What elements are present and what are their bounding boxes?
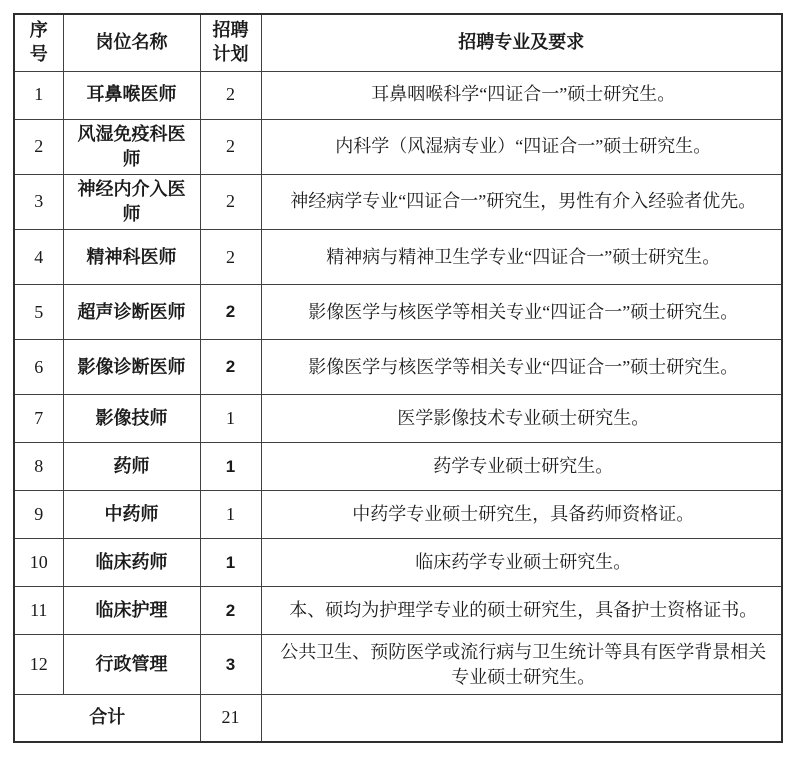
header-position-label: 岗位名称 <box>95 32 168 53</box>
table-row <box>14 71 782 119</box>
row-requirements: 临床药学专业硕士研究生。 <box>261 539 782 587</box>
row-count: 3 <box>200 635 261 695</box>
header-seq <box>14 14 63 71</box>
row-requirements: 神经病学专业“四证合一”研究生，男性有介入经验者优先。 <box>261 174 782 229</box>
header-position <box>63 14 200 71</box>
table-row <box>14 587 782 635</box>
row-count: 2 <box>200 174 261 229</box>
row-position: 中药师 <box>63 491 200 539</box>
header-seq-label: 序号 <box>29 20 48 65</box>
header-plan-label: 招聘计划 <box>212 20 249 65</box>
row-requirements: 药学专业硕士研究生。 <box>261 443 782 491</box>
row-count: 2 <box>200 587 261 635</box>
row-count: 1 <box>200 443 261 491</box>
table-row <box>14 491 782 539</box>
row-seq: 5 <box>14 285 63 340</box>
row-seq: 10 <box>14 539 63 587</box>
recruitment-table <box>13 13 783 743</box>
row-position: 行政管理 <box>63 635 200 695</box>
table-row <box>14 635 782 695</box>
table-row <box>14 285 782 340</box>
row-seq: 6 <box>14 340 63 395</box>
total-count: 21 <box>200 695 261 742</box>
row-seq: 12 <box>14 635 63 695</box>
total-row <box>14 695 782 742</box>
header-requirements <box>261 14 782 71</box>
row-requirements: 内科学（风湿病专业）“四证合一”硕士研究生。 <box>261 119 782 174</box>
row-position: 风湿免疫科医师 <box>63 119 200 174</box>
row-count: 2 <box>200 340 261 395</box>
row-count: 2 <box>200 230 261 285</box>
table-row <box>14 174 782 229</box>
row-requirements: 公共卫生、预防医学或流行病与卫生统计等具有医学背景相关专业硕士研究生。 <box>261 635 782 695</box>
row-position: 超声诊断医师 <box>63 285 200 340</box>
row-seq: 9 <box>14 491 63 539</box>
row-seq: 8 <box>14 443 63 491</box>
row-requirements: 影像医学与核医学等相关专业“四证合一”硕士研究生。 <box>261 285 782 340</box>
row-seq: 4 <box>14 230 63 285</box>
row-requirements: 耳鼻咽喉科学“四证合一”硕士研究生。 <box>261 71 782 119</box>
table-row <box>14 340 782 395</box>
row-position: 影像技师 <box>63 395 200 443</box>
row-seq: 2 <box>14 119 63 174</box>
row-count: 1 <box>200 395 261 443</box>
row-position: 临床药师 <box>63 539 200 587</box>
table-row <box>14 230 782 285</box>
header-requirements-label: 招聘专业及要求 <box>458 32 585 53</box>
row-seq: 1 <box>14 71 63 119</box>
row-seq: 11 <box>14 587 63 635</box>
header-plan <box>200 14 261 71</box>
row-count: 1 <box>200 491 261 539</box>
row-seq: 3 <box>14 174 63 229</box>
row-position: 药师 <box>63 443 200 491</box>
row-seq: 7 <box>14 395 63 443</box>
row-position: 耳鼻喉医师 <box>63 71 200 119</box>
total-requirements-empty <box>261 695 782 742</box>
row-count: 2 <box>200 71 261 119</box>
row-count: 1 <box>200 539 261 587</box>
row-requirements: 中药学专业硕士研究生，具备药师资格证。 <box>261 491 782 539</box>
row-count: 2 <box>200 285 261 340</box>
row-position: 精神科医师 <box>63 230 200 285</box>
table-row <box>14 395 782 443</box>
table-row <box>14 539 782 587</box>
total-label: 合计 <box>14 695 200 742</box>
table-body <box>14 71 782 695</box>
row-position: 临床护理 <box>63 587 200 635</box>
row-requirements: 影像医学与核医学等相关专业“四证合一”硕士研究生。 <box>261 340 782 395</box>
row-requirements: 本、硕均为护理学专业的硕士研究生，具备护士资格证书。 <box>261 587 782 635</box>
header-row <box>14 14 782 71</box>
row-position: 神经内介入医师 <box>63 174 200 229</box>
row-position: 影像诊断医师 <box>63 340 200 395</box>
row-requirements: 医学影像技术专业硕士研究生。 <box>261 395 782 443</box>
row-requirements: 精神病与精神卫生学专业“四证合一”硕士研究生。 <box>261 230 782 285</box>
row-count: 2 <box>200 119 261 174</box>
table-row <box>14 443 782 491</box>
table-row <box>14 119 782 174</box>
